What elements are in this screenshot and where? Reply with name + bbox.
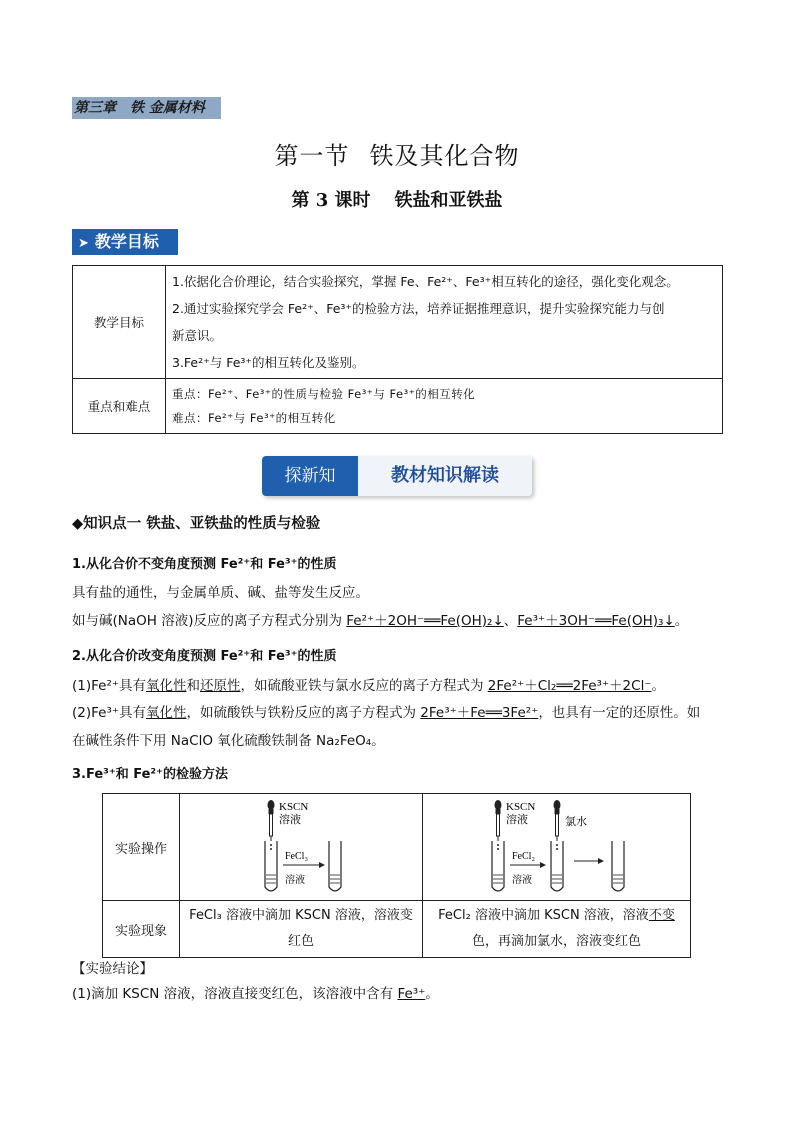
paragraph xyxy=(72,699,732,727)
chapter-tag xyxy=(72,97,221,119)
text: 。 xyxy=(425,986,439,1002)
chlorine-water-label: 氯水 xyxy=(565,816,587,828)
solution-label: 溶液 xyxy=(285,875,305,886)
text: 。 xyxy=(651,678,665,694)
test-tube-icon xyxy=(612,841,624,891)
text: 和 xyxy=(186,678,200,694)
paragraph: 具有盐的通性，与金属单质、碱、盐等发生反应。 xyxy=(72,585,369,601)
arrow-right-icon xyxy=(598,858,604,864)
text: FeCl₂ 溶液中滴加 KSCN 溶液，溶液 xyxy=(438,908,649,923)
row-label: 教学目标 xyxy=(73,266,166,379)
equation: Fe³⁺＋3OH⁻══Fe(OH)₃↓ xyxy=(517,613,675,629)
objectives-table xyxy=(72,265,723,434)
knowledge-point-title: ◆知识点一 铁盐、亚铁盐的性质与检验 xyxy=(72,516,321,532)
arrow-right-icon: ➤ xyxy=(78,236,89,251)
subsection-title: 3.Fe³⁺和 Fe²⁺的检验方法 xyxy=(72,767,228,782)
conclusion-heading: 【实验结论】 xyxy=(72,961,153,977)
dropper-icon xyxy=(495,800,502,850)
fe3-test-diagram xyxy=(181,795,421,899)
dropper-icon xyxy=(554,800,561,850)
chapter-name: 铁 金属材料 xyxy=(130,100,205,116)
blank-answer: Fe³⁺ xyxy=(397,986,426,1002)
section-title xyxy=(0,136,794,171)
lesson-number: 第 3 课时 xyxy=(291,190,371,211)
pill-right-label: 教材知识解读 xyxy=(358,456,532,496)
experiment-diagram-fe2 xyxy=(423,794,691,901)
objective-line: 新意识。 xyxy=(172,328,223,343)
blank-answer: 氧化性 xyxy=(146,705,187,721)
equation: Fe²⁺＋2OH⁻══Fe(OH)₂↓ xyxy=(346,613,504,629)
fe2-test-diagram xyxy=(424,795,689,899)
section-name: 铁及其化合物 xyxy=(369,142,520,170)
row-content xyxy=(166,379,723,434)
equation: 2Fe³⁺＋Fe══3Fe²⁺ xyxy=(420,705,539,721)
chapter-number: 第三章 xyxy=(74,100,116,116)
experiment-table xyxy=(102,793,691,958)
paragraph xyxy=(72,607,732,635)
paragraph: 在碱性条件下用 NaClO 氧化硫酸铁制备 Na₂FeO₄。 xyxy=(72,733,385,749)
phenomenon-row xyxy=(103,901,691,958)
difficulty-line: 难点：Fe²⁺与 Fe³⁺的相互转化 xyxy=(172,411,336,425)
phenomenon-fe3: FeCl₃ 溶液中滴加 KSCN 溶液，溶液变红色 xyxy=(180,901,423,958)
phenomenon-fe2 xyxy=(423,901,691,958)
banner-label: 教学目标 xyxy=(94,232,159,251)
row-content xyxy=(166,266,723,379)
blank-answer: 不变 xyxy=(648,908,675,923)
kscn-label: KSCN xyxy=(279,801,309,813)
keypoints-row xyxy=(73,379,723,434)
text: ，也具有一定的还原性。如 xyxy=(538,705,701,721)
objectives-banner xyxy=(72,229,178,255)
arrow-right-icon xyxy=(319,862,325,868)
solution-label: 溶液 xyxy=(512,875,532,886)
pill-left-label: 探新知 xyxy=(262,456,358,496)
objective-line: 2.通过实验探究学会 Fe²⁺、Fe³⁺的检验方法，培养证据推理意识，提升实验探究能力与创 xyxy=(172,301,665,316)
experiment-diagram-fe3 xyxy=(180,794,423,901)
row-label: 实验操作 xyxy=(103,794,180,901)
conclusion-line xyxy=(72,980,732,1008)
text: (1)滴加 KSCN 溶液，溶液直接变红色，该溶液中含有 xyxy=(72,986,398,1002)
section-pill xyxy=(262,456,532,496)
operation-row xyxy=(103,794,691,901)
lesson-name: 铁盐和亚铁盐 xyxy=(394,190,503,211)
solution-label: 溶液 xyxy=(279,814,301,826)
lesson-title xyxy=(0,186,794,212)
text: 、 xyxy=(503,613,518,629)
text: (2)Fe³⁺具有 xyxy=(72,705,146,721)
row-label: 实验现象 xyxy=(103,901,180,958)
text: 如与碱(NaOH 溶液)反应的离子方程式分别为 xyxy=(72,613,347,629)
dropper-icon xyxy=(268,800,275,850)
text: ，如硫酸亚铁与氯水反应的离子方程式为 xyxy=(240,678,488,694)
text: 色，再滴加氯水，溶液变红色 xyxy=(471,934,641,949)
objectives-row xyxy=(73,266,723,379)
arrow-right-icon xyxy=(540,862,546,868)
text: ，如硫酸铁与铁粉反应的离子方程式为 xyxy=(186,705,421,721)
objective-line: 3.Fe²⁺与 Fe³⁺的相互转化及鉴别。 xyxy=(172,355,365,370)
blank-answer: 还原性 xyxy=(200,678,241,694)
section-number: 第一节 xyxy=(274,142,350,170)
text: (1)Fe²⁺具有 xyxy=(72,678,146,694)
kscn-label: KSCN xyxy=(506,801,536,813)
subsection-title: 1.从化合价不变角度预测 Fe²⁺和 Fe³⁺的性质 xyxy=(72,557,337,572)
objective-line: 1.依据化合价理论，结合实验探究，掌握 Fe、Fe²⁺、Fe³⁺相互转化的途径，强化变化观念。 xyxy=(172,274,679,289)
fecl2-label: FeCl₂ xyxy=(512,851,535,862)
solution-label: 溶液 xyxy=(506,814,528,826)
text: 。 xyxy=(674,613,689,629)
test-tube-icon xyxy=(329,841,341,891)
keypoint-line: 重点：Fe²⁺、Fe³⁺的性质与检验 Fe³⁺与 Fe³⁺的相互转化 xyxy=(172,387,476,401)
blank-answer: 氧化性 xyxy=(146,678,187,694)
subsection-title: 2.从化合价改变角度预测 Fe²⁺和 Fe³⁺的性质 xyxy=(72,649,337,664)
row-label: 重点和难点 xyxy=(73,379,166,434)
paragraph xyxy=(72,672,732,700)
fecl3-label: FeCl₃ xyxy=(285,851,308,862)
equation: 2Fe²⁺＋Cl₂══2Fe³⁺＋2Cl⁻ xyxy=(487,678,652,694)
